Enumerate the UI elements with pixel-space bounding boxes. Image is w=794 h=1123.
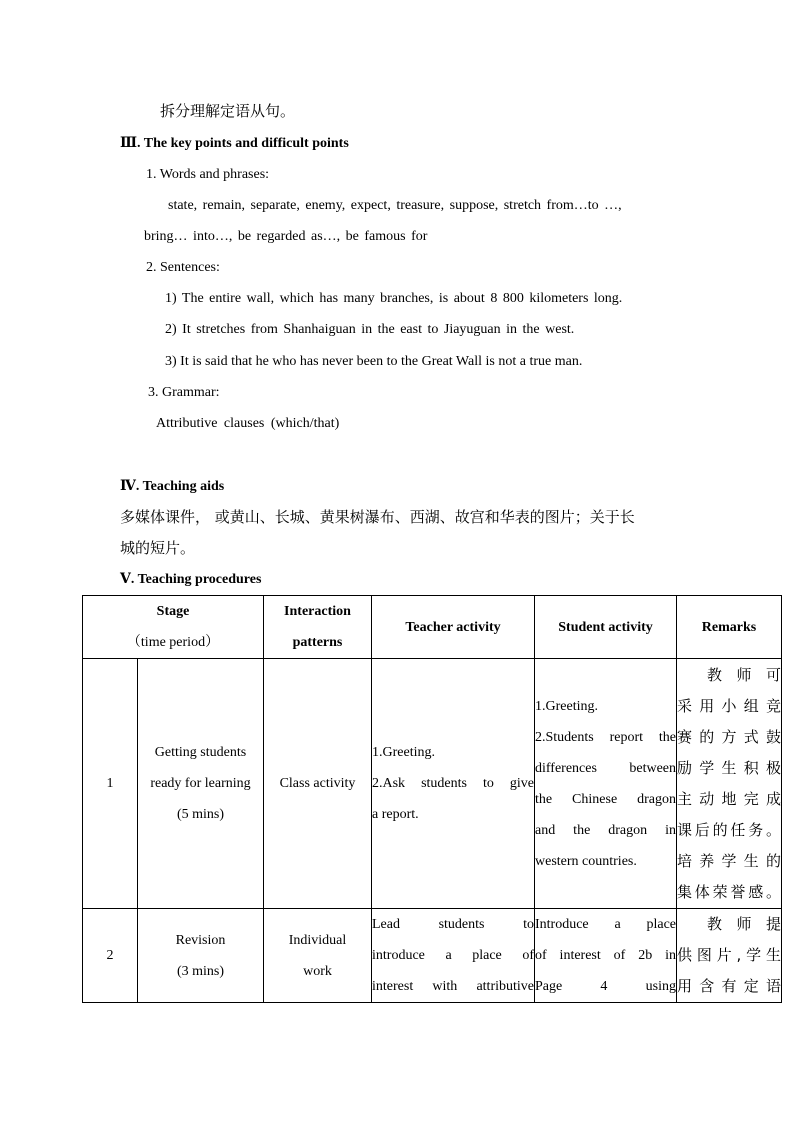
grammar-text: Attributive clauses (which/that) — [156, 416, 340, 431]
procedures-table — [82, 595, 782, 1003]
row2-student — [535, 909, 677, 1003]
row2-teacher — [372, 909, 535, 1003]
teaching-aids-line1: 多媒体课件， 或黄山、长城、黄果树瀑布、西湖、故宫和华表的图片；关于长 — [120, 508, 635, 526]
row2-num: 2 — [83, 909, 138, 1003]
row1-stage-line: (5 mins) — [176, 807, 225, 822]
row2-pattern-line: work — [303, 963, 332, 979]
row2-remark-line: 供图片,学生 — [677, 946, 781, 964]
row1-student-line: 1.Greeting. — [535, 698, 598, 714]
row2-pattern-line: Individual — [288, 932, 347, 948]
row2-stage-line: (3 mins) — [176, 963, 225, 979]
row2-teacher-line: interest with attributive — [372, 979, 534, 994]
row1-student-line: the Chinese dragon — [535, 791, 676, 807]
header-interaction — [264, 596, 372, 659]
row2-teacher-line: introduce a place of — [372, 948, 534, 963]
row2-remarks — [677, 909, 782, 1003]
section5-heading: Ⅴ. Teaching procedures — [120, 572, 262, 587]
row1-remark-line: 集体荣誉感。 — [677, 882, 781, 901]
words-line2: bring… into…, be regarded as…, be famous for — [144, 229, 428, 244]
row1-teacher — [372, 659, 535, 909]
row1-remark-line: 励学生积极 — [677, 758, 781, 777]
grammar-title: 3. Grammar: — [148, 385, 220, 400]
row1-remark-line: 采用小组竞 — [677, 696, 781, 715]
row1-stage-line: Getting students — [154, 745, 247, 760]
header-student: Student activity — [535, 596, 677, 659]
row1-remark-line: 培养学生的 — [677, 851, 781, 870]
row2-student-line: Introduce a place — [535, 917, 676, 932]
row1-remark-line: 课后的任务。 — [677, 820, 781, 839]
section4-heading: Ⅳ. Teaching aids — [120, 479, 225, 494]
row1-remarks — [677, 659, 782, 909]
row1-student-line: and the dragon in — [535, 822, 676, 838]
row1-teacher-line: 1.Greeting. — [372, 745, 435, 760]
header-teacher: Teacher activity — [372, 596, 535, 659]
row2-student-line: Page 4 using — [535, 979, 676, 994]
header-interaction-1: Interaction — [284, 604, 351, 619]
row2-student-line: of interest of 2b in — [535, 948, 676, 963]
row1-pattern-line: Class activity — [279, 776, 356, 791]
row1-teacher-line: a report. — [372, 807, 419, 822]
row2-stage-line: Revision — [175, 932, 226, 948]
row2-teacher-line: Lead students to — [372, 917, 534, 932]
sentence-3: 3) It is said that he who has never been to the Great Wall is not a true man. — [165, 354, 583, 369]
intro-line: 拆分理解定语从句。 — [160, 102, 296, 120]
row2-stage — [138, 909, 264, 1003]
teaching-aids-line2: 城的短片。 — [120, 539, 196, 557]
row2-pattern — [264, 909, 372, 1003]
row1-student — [535, 659, 677, 909]
row1-remark-line: 教师可 — [707, 665, 781, 684]
header-remarks: Remarks — [677, 596, 782, 659]
words-line1: state, remain, separate, enemy, expect, treasure, suppose, stretch from…to …, — [168, 198, 622, 213]
row1-student-line: differences between — [535, 760, 676, 776]
row1-pattern — [264, 659, 372, 909]
header-stage-label: Stage — [156, 604, 190, 619]
section3-heading: Ⅲ. The key points and difficult points — [120, 136, 349, 151]
row1-stage — [138, 659, 264, 909]
header-interaction-2: patterns — [292, 635, 343, 650]
row1-stage-line: ready for learning — [150, 776, 251, 791]
row2-remark-line: 教师提 — [707, 915, 781, 933]
sentence-2: 2) It stretches from Shanhaiguan in the east to Jiayuguan in the west. — [165, 322, 575, 337]
row1-student-line: 2.Students report the — [535, 729, 676, 745]
table-header-row — [83, 596, 782, 659]
row1-remark-line: 主动地完成 — [677, 789, 781, 808]
words-title: 1. Words and phrases: — [146, 167, 270, 182]
table-row — [83, 659, 782, 909]
table-row — [83, 909, 782, 1003]
header-stage-sub: （time period） — [126, 635, 220, 650]
header-stage — [83, 596, 264, 659]
row1-num: 1 — [83, 659, 138, 909]
row2-remark-line: 用含有定语 — [677, 977, 781, 995]
row1-teacher-line: 2.Ask students to give — [372, 776, 534, 791]
sentence-1: 1) The entire wall, which has many branches, is about 8 800 kilometers long. — [165, 291, 623, 306]
row1-student-line: western countries. — [535, 853, 637, 869]
row1-remark-line: 赛的方式鼓 — [677, 727, 781, 746]
sentences-title: 2. Sentences: — [146, 260, 220, 275]
